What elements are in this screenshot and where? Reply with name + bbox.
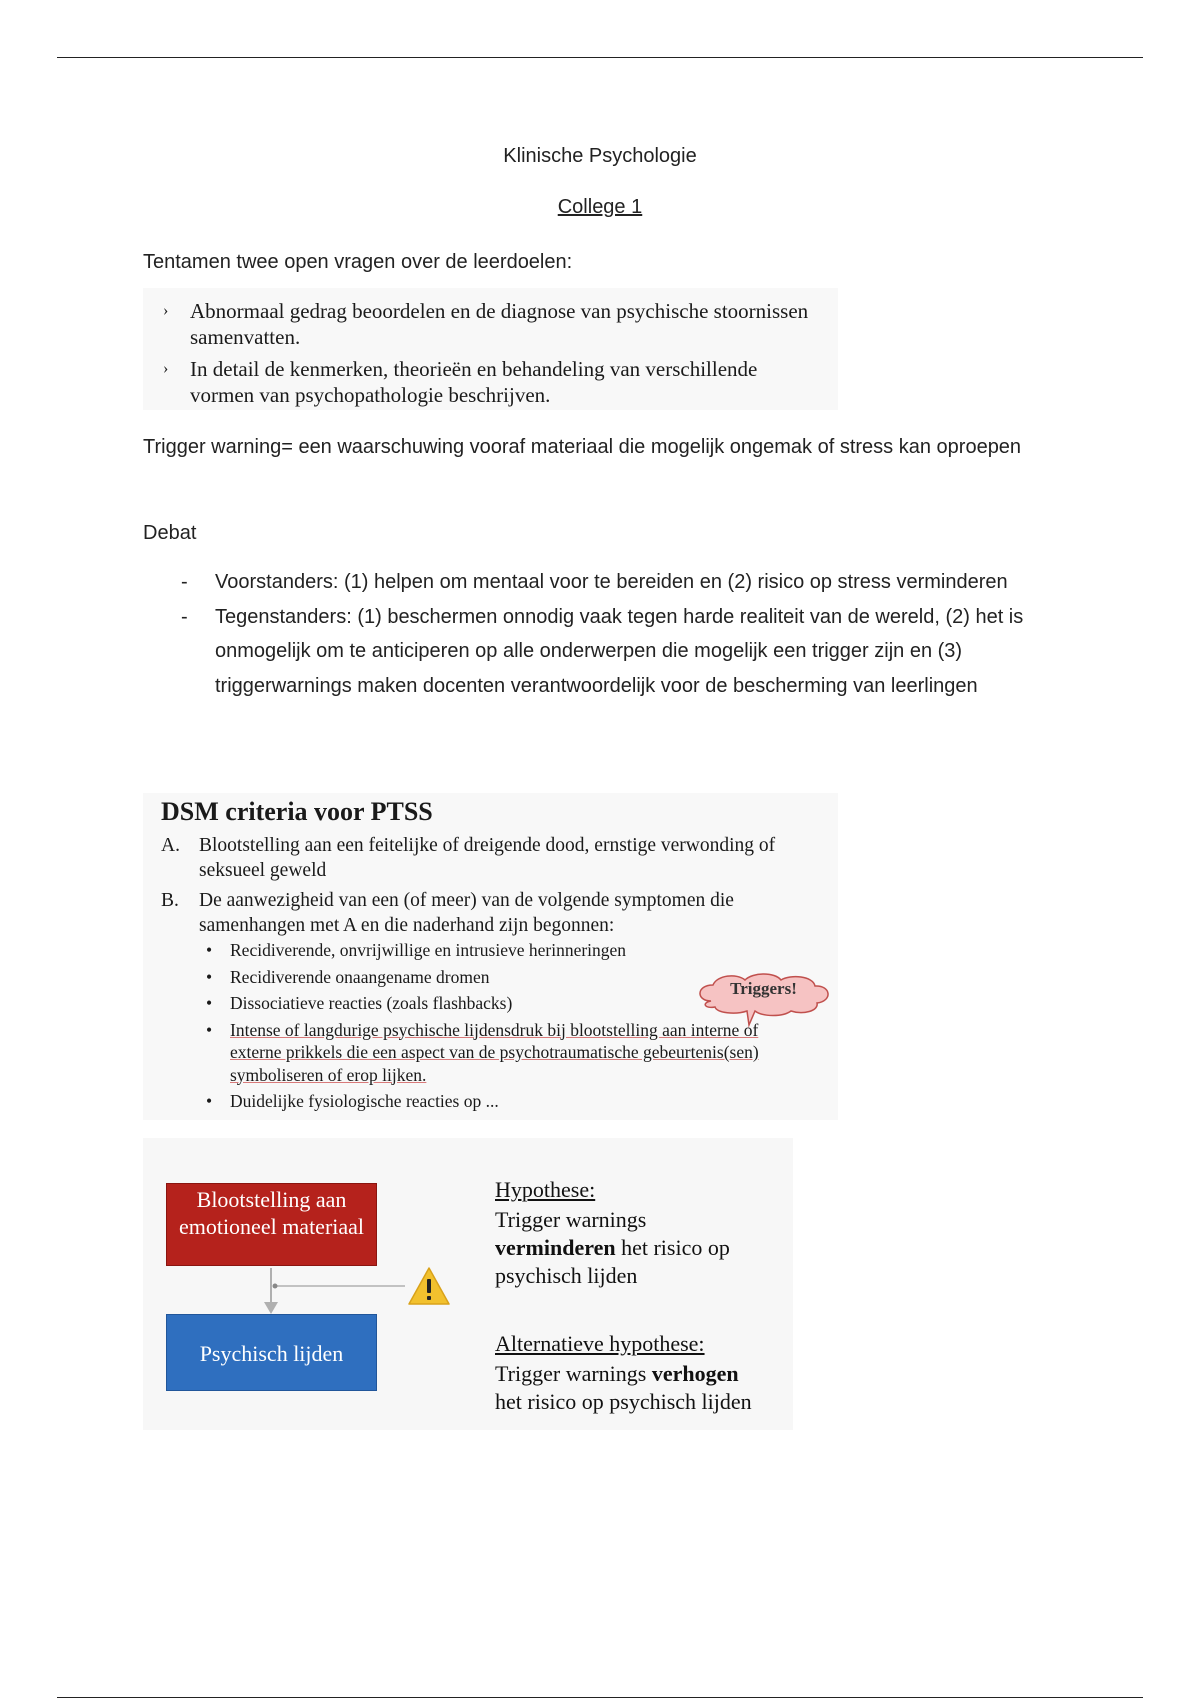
criterion-text: Blootstelling aan een feitelijke of dreigende dood, ernstige verwonding of seksueel geweld [199,835,776,881]
hypothesis-pre: Trigger warnings [495,1207,647,1232]
triggers-callout: Triggers! [730,979,797,998]
hypothesis-block [495,1176,795,1290]
page-title: Klinische Psychologie [503,145,697,167]
hypothesis-diagram-slide [143,1138,793,1430]
list-item [206,1090,806,1113]
bullet-marker: • [206,1091,213,1111]
suffering-box: Psychisch lijden [166,1314,377,1391]
alt-hypothesis-heading: Alternatieve hypothese: [495,1331,705,1356]
alt-hypothesis-bold: verhogen [651,1361,739,1386]
dash-marker: - [181,605,188,628]
list-item [206,939,806,962]
goal-text: In detail de kenmerken, theorieën en behandeling van verschillende vormen van psychopathologie beschrijven. [190,357,758,407]
chevron-right-icon: › [163,302,169,319]
criterion-letter: A. [161,835,180,856]
top-rule [57,57,1143,58]
alt-hypothesis-post: het risico op psychisch lijden [495,1389,752,1414]
bullet-marker: • [206,1019,213,1040]
symptom-text: Dissociatieve reacties (zoals flashbacks) [230,993,513,1013]
symptom-text: Duidelijke fysiologische reacties op ... [230,1091,499,1111]
hypothesis-text [495,1206,795,1290]
dsm-criteria-slide [143,793,838,1120]
hypothesis-bold: verminderen [495,1235,616,1260]
debat-heading: Debat [143,522,197,544]
chevron-right-icon: › [163,360,169,377]
criterion-text: De aanwezigheid van een (of meer) van de volgende symptomen die samenhangen met A en die naderhand zijn begonnen: [199,890,734,936]
exposure-box: Blootstelling aan emotioneel materiaal [166,1183,377,1266]
warning-icon [407,1266,451,1306]
learning-goals-slide [143,288,838,410]
dash-marker: - [181,571,188,593]
bullet-marker: • [206,940,213,960]
bottom-rule [57,1697,1143,1698]
list-item [143,565,1063,600]
trigger-warning-definition: Trigger warning= een waarschuwing vooraf materiaal die mogelijk ongemak of stress kan oproepen [143,436,1022,458]
debat-list [143,565,1063,703]
symptom-text: Intense of langdurige psychische lijdensdruk bij blootstelling aan interne of externe prikkels die een aspect van de psychotraumatische gebeurtenis(sen) symboliseren of erop lijken. [230,1019,759,1085]
debat-pro-text: Voorstanders: (1) helpen om mentaal voor te bereiden en (2) risico op stress verminderen [215,571,1008,593]
criterion-letter: B. [161,890,179,911]
hypothesis-post: het risico op psychisch lijden [495,1235,730,1288]
goal-text: Abnormaal gedrag beoordelen en de diagnose van psychische stoornissen samenvatten. [190,299,809,349]
symptom-text: Recidiverende, onvrijwillige en intrusieve herinneringen [230,940,627,960]
symptom-text: Recidiverende onaangename dromen [230,966,490,987]
intro-text: Tentamen twee open vragen over de leerdoelen: [143,251,573,273]
debat-contra-text: Tegenstanders: (1) beschermen onnodig vaak tegen harde realiteit van de wereld, (2) het is onmogelijk om te anticiperen op alle onderwerpen die mogelijk een trigger zijn en (3) triggerwarnings maken docenten verantwoordelijk voor de bescherming van leerlingen [215,605,1024,697]
alt-hypothesis-text [495,1360,795,1416]
bullet-marker: • [206,966,213,987]
alt-hypothesis-block [495,1330,795,1416]
bullet-marker: • [206,993,213,1013]
list-item [143,600,1063,704]
hypothesis-heading: Hypothese: [495,1177,596,1202]
alt-hypothesis-pre: Trigger warnings [495,1361,647,1386]
lecture-title: College 1 [557,196,643,218]
dsm-title: DSM criteria voor PTSS [161,797,433,826]
